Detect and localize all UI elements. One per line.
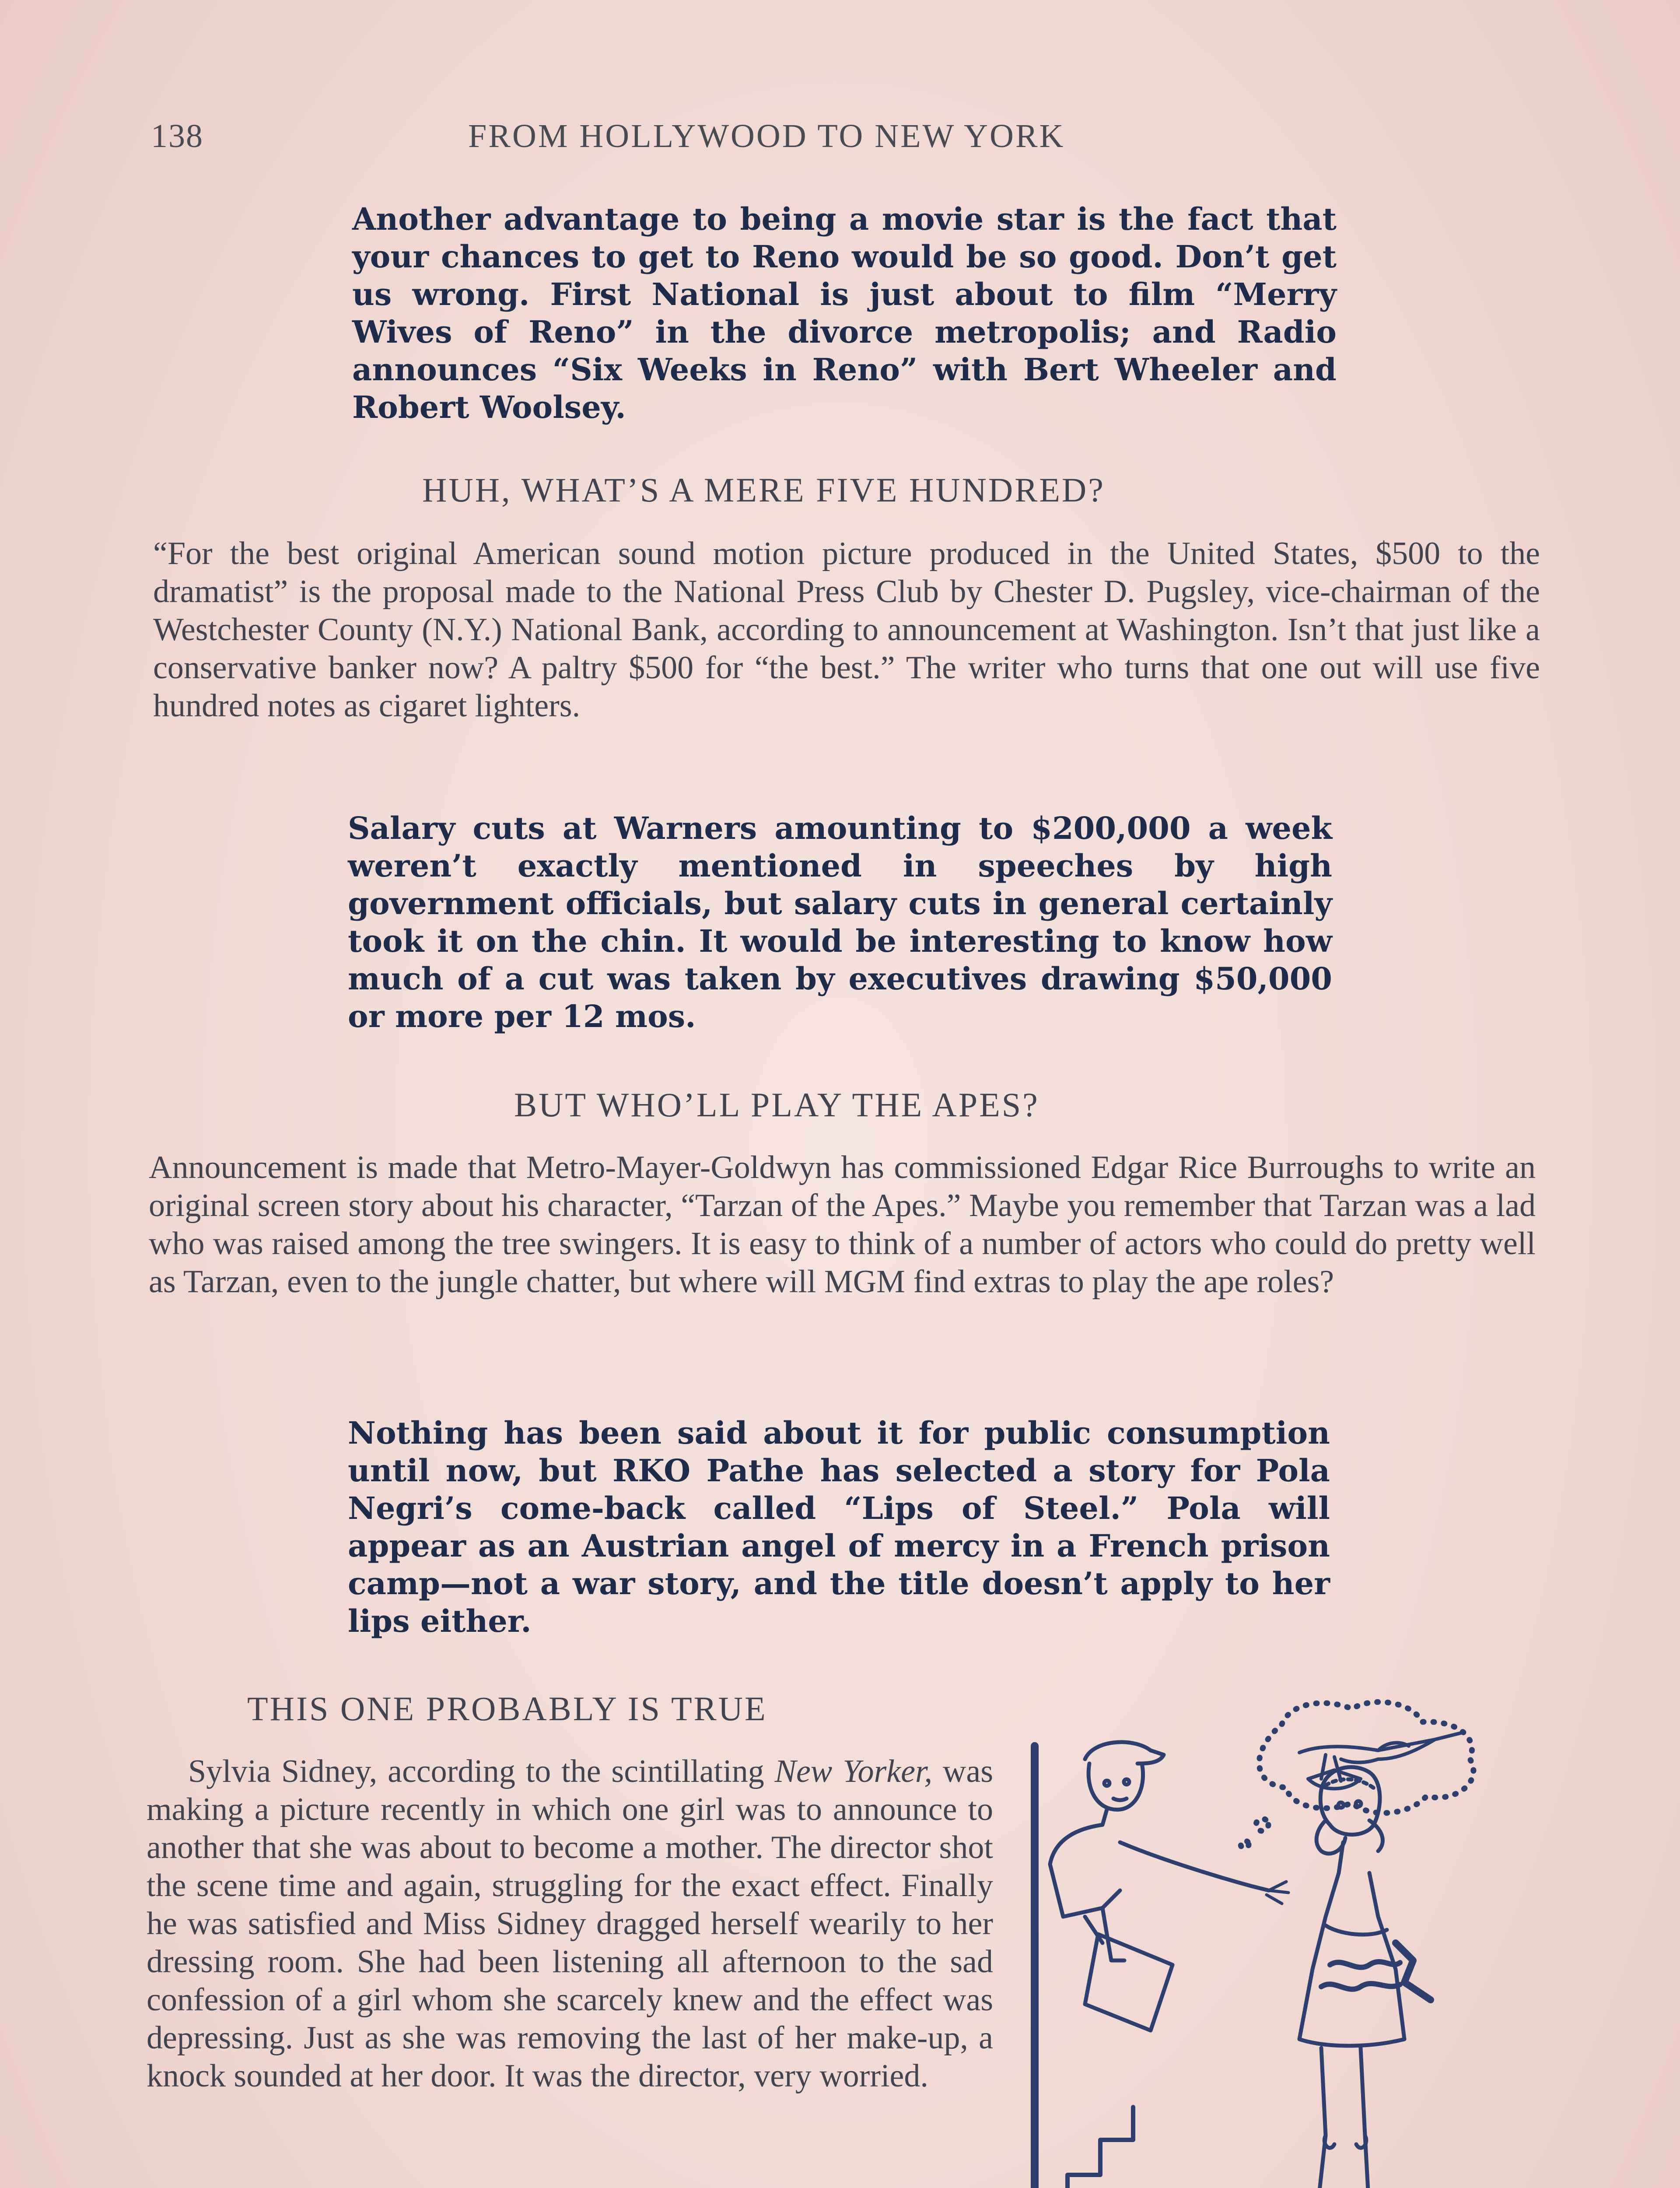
thought-bubble-icon bbox=[1241, 1702, 1474, 1848]
true-story-p1-rest: was making a picture recently in which one girl was to announce to another that she was about to become a mother. The director shot the scene time and again, struggling for the exact effect. Finally he was satisfied and Miss Sidney dragged herself wearily to her dressing room. She had been listening all afternoon to the sad confession of a girl whom she scarcely knew and the effect was depressing. Just as she was removing the last of her make-up, a knock sounded at her door. It was the director, very worried. bbox=[147, 1753, 993, 2094]
heading-apes: BUT WHO’LL PLAY THE APES? bbox=[514, 1086, 1040, 1124]
salary-paragraph: Salary cuts at Warners amounting to $200,000 a week weren’t exactly mentioned in speeches by high government officials, but salary cuts in general certainly took it on the chin. It would be interesting to know how much of a cut was taken by executives drawing $50,000 or more per 12 mos. bbox=[348, 810, 1332, 1034]
five-hundred-paragraph: “For the best original American sound motion picture produced in the United States, $500 to the dramatist” is the proposal made to the National Press Club by Chester D. Pugsley, vice-chairman of the Westchester County (N.Y.) National Bank, according to announcement at Washington. Isn’t that just like a conservative banker now? A paltry $500 for “the best.” The writer who turns that one out will use five hundred notes as cigaret lighters. bbox=[153, 536, 1540, 724]
pola-paragraph: Nothing has been said about it for public consumption until now, but RKO Pathe has selected a story for Pola Negri’s come-back called “Lips of Steel.” Pola will appear as an Austrian angel of mercy in a French prison camp—not a war story, and the title doesn’t apply to her lips either. bbox=[348, 1415, 1330, 1639]
heading-true-story: THIS ONE PROBABLY IS TRUE bbox=[247, 1690, 767, 1728]
right-girl-figure bbox=[1299, 1767, 1431, 2188]
page-number: 138 bbox=[151, 118, 203, 154]
left-girl-figure bbox=[1050, 1742, 1288, 2030]
true-story-p1-start: Sylvia Sidney, according to the scintillating bbox=[188, 1753, 775, 1789]
cartoon-illustration bbox=[1019, 1698, 1531, 2188]
reno-paragraph: Another advantage to being a movie star is the fact that your chances to get to Reno would be so good. Don’t get us wrong. First National is just about to film “Merry Wives of Reno” in the divorce metropolis; and Radio announces “Six Weeks in Reno” with Bert Wheeler and Robert Woolsey. bbox=[352, 201, 1337, 425]
true-story-paragraph-1 bbox=[147, 1753, 993, 2095]
heading-five-hundred: HUH, WHAT’S A MERE FIVE HUNDRED? bbox=[422, 471, 1105, 509]
apes-paragraph: Announcement is made that Metro-Mayer-Goldwyn has commissioned Edgar Rice Burroughs to write an original screen story about his character, “Tarzan of the Apes.” Maybe you remember that Tarzan was a lad who was raised among the tree swingers. It is easy to think of a number of actors who could do pretty well as Tarzan, even to the jungle chatter, but where will MGM find extras to play the ape roles? bbox=[149, 1150, 1536, 1300]
running-head: FROM HOLLYWOOD TO NEW YORK bbox=[468, 118, 1065, 154]
new-yorker-italic: New Yorker, bbox=[774, 1753, 933, 1789]
